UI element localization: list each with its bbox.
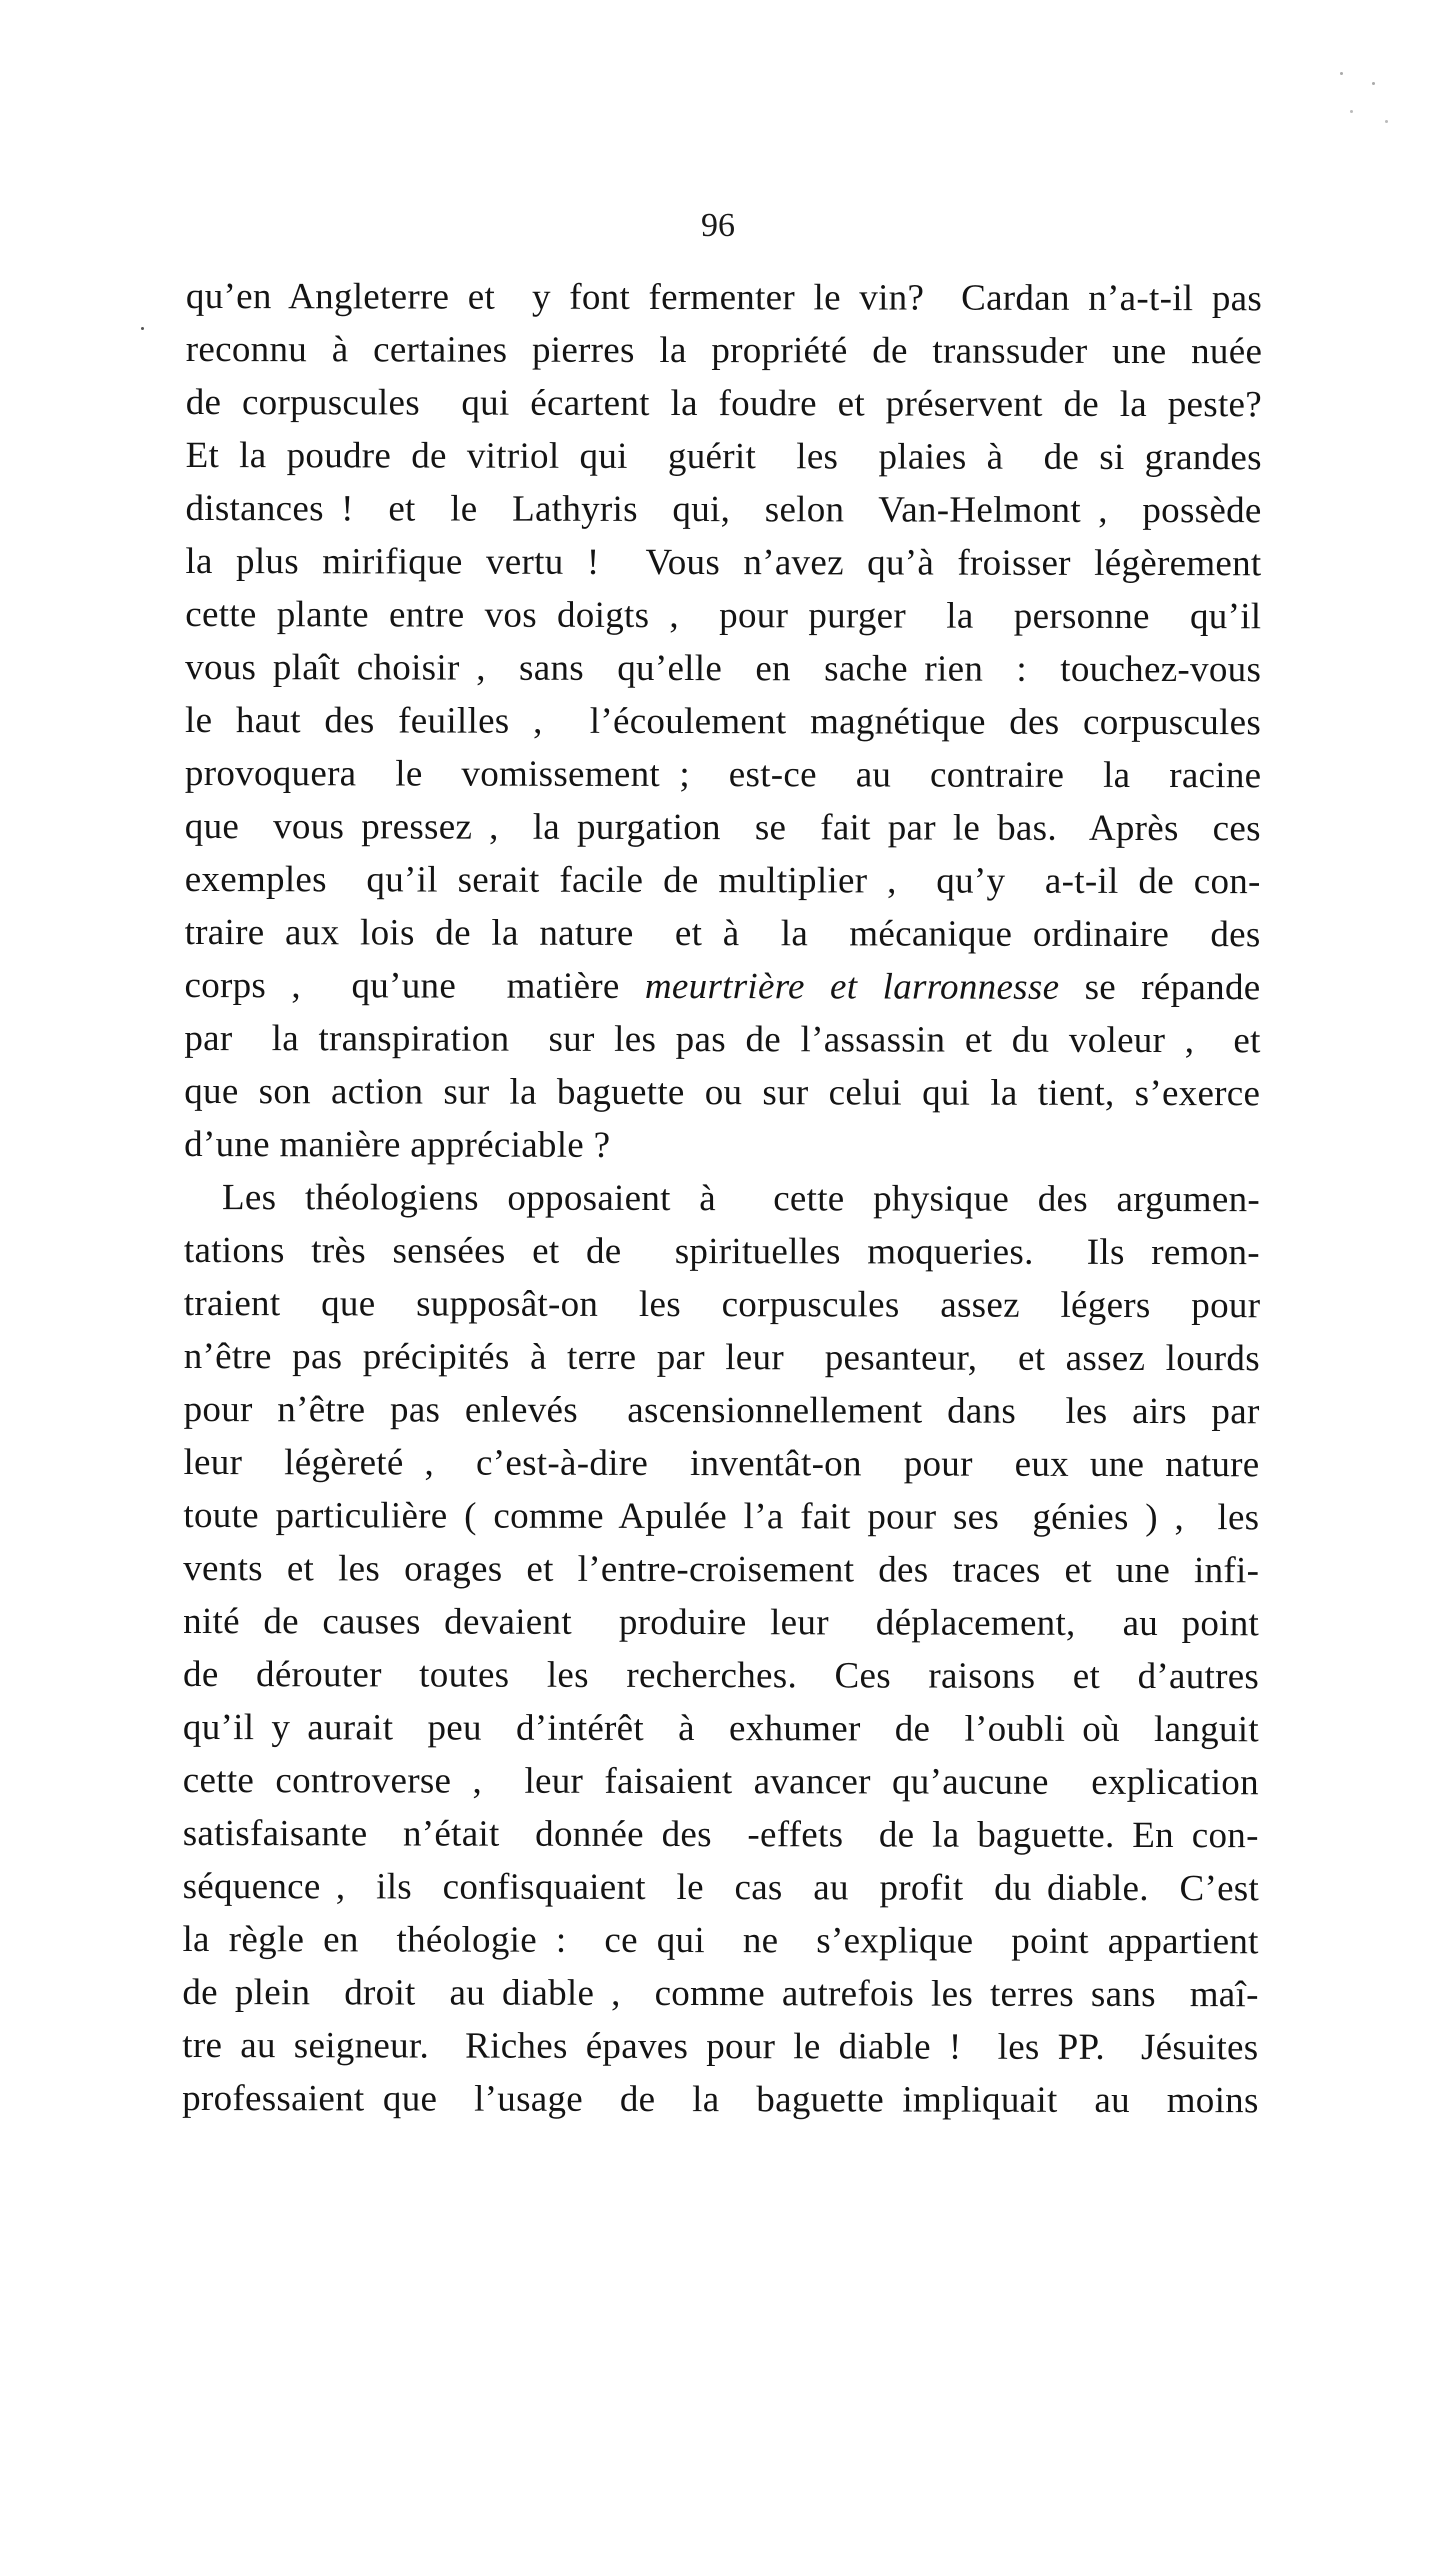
scan-speck: [1340, 72, 1343, 75]
italic-phrase: meurtrière et larronnesse: [644, 965, 1060, 1008]
text-line: la plus mirifique vertu ! Vous n’avez qu’à froisser légèrement: [185, 540, 1262, 585]
text-line: qu’en Angleterre et y font fermenter le vin? Cardan n’a-t-il pas: [185, 276, 1263, 320]
text-line: toute particulière ( comme Apulée l’a fait pour ses génies ) , les: [183, 1494, 1260, 1539]
text-line: qu’il y aurait peu d’intérêt à exhumer de l’oubli où languit: [182, 1706, 1259, 1751]
text-line: le haut des feuilles , l’écoulement magnétique des corpuscules: [185, 699, 1262, 744]
text-line: provoquera le vomissement ; est-ce au contraire la racine: [184, 752, 1262, 797]
text-line: traient que supposât-on les corpuscules assez légers pour: [183, 1282, 1261, 1327]
scan-speck: [141, 327, 144, 330]
text-line: la règle en théologie : ce qui ne s’explique point appartient: [182, 1918, 1259, 1963]
body-text: [182, 270, 1262, 2127]
text-line: n’être pas précipités à terre par leur pesanteur, et assez lourds: [183, 1335, 1260, 1380]
text-run: se répande: [1059, 966, 1261, 1009]
page-number: 96: [701, 207, 735, 244]
text-line: nité de causes devaient produire leur déplacement, au point: [183, 1600, 1260, 1645]
text-line: satisfaisante n’était donnée des -effets de la baguette. En con-: [182, 1812, 1259, 1857]
text-line: Les théologiens opposaient à cette physique des argumen-: [222, 1177, 1261, 1221]
scan-speck: [1372, 82, 1375, 85]
text-line: leur légèreté , c’est-à-dire inventât-on pour eux une nature: [183, 1441, 1260, 1486]
text-line: pour n’être pas enlevés ascensionnellement dans les airs par: [183, 1388, 1260, 1433]
text-line: professaient que l’usage de la baguette impliquait au moins: [182, 2077, 1259, 2122]
text-line: exemples qu’il serait facile de multiplier , qu’y a-t-il de con-: [184, 858, 1261, 903]
scan-speck: [1385, 120, 1388, 123]
text-line: tations très sensées et de spirituelles moqueries. Ils remon-: [183, 1229, 1260, 1274]
text-line: que son action sur la baguette ou sur celui qui la tient, s’exerce: [184, 1070, 1261, 1115]
text-line: vous plaît choisir , sans qu’elle en sache rien : touchez-vous: [185, 646, 1262, 691]
text-line: tre au seigneur. Riches épaves pour le diable ! les PP. Jésuites: [182, 2024, 1259, 2069]
text-line: de corpuscules qui écartent la foudre et préservent de la peste?: [185, 381, 1263, 426]
text-line: par la transpiration sur les pas de l’assassin et du voleur , et: [184, 1017, 1261, 1062]
text-line: de plein droit au diable , comme autrefois les terres sans maî-: [182, 1971, 1259, 2016]
text-line: de dérouter toutes les recherches. Ces raisons et d’autres: [183, 1653, 1260, 1698]
text-line: d’une manière appréciable ?: [184, 1123, 611, 1166]
text-line: séquence , ils confisquaient le cas au profit du diable. C’est: [182, 1865, 1260, 1910]
text-line: traire aux lois de la nature et à la mécanique ordinaire des: [184, 911, 1261, 956]
text-line: distances ! et le Lathyris qui, selon Van-Helmont , possède: [185, 487, 1262, 532]
text-line: reconnu à certaines pierres la propriété de transsuder une nuée: [185, 328, 1263, 373]
paragraph: [184, 270, 1262, 1173]
text-line: que vous pressez , la purgation se fait par le bas. Après ces: [184, 805, 1261, 850]
text-line: cette controverse , leur faisaient avancer qu’aucune explication: [182, 1759, 1259, 1804]
text-line: Et la poudre de vitriol qui guérit les plaies à de si grandes: [185, 434, 1262, 479]
text-line: vents et les orages et l’entre-croisement des traces et une infi-: [183, 1547, 1260, 1592]
text-run: corps , qu’une matière: [184, 964, 645, 1007]
scan-speck: [1350, 110, 1353, 113]
text-line: [184, 959, 1260, 1014]
paragraph: [182, 1171, 1260, 2127]
text-line: cette plante entre vos doigts , pour purger la personne qu’il: [185, 593, 1262, 638]
